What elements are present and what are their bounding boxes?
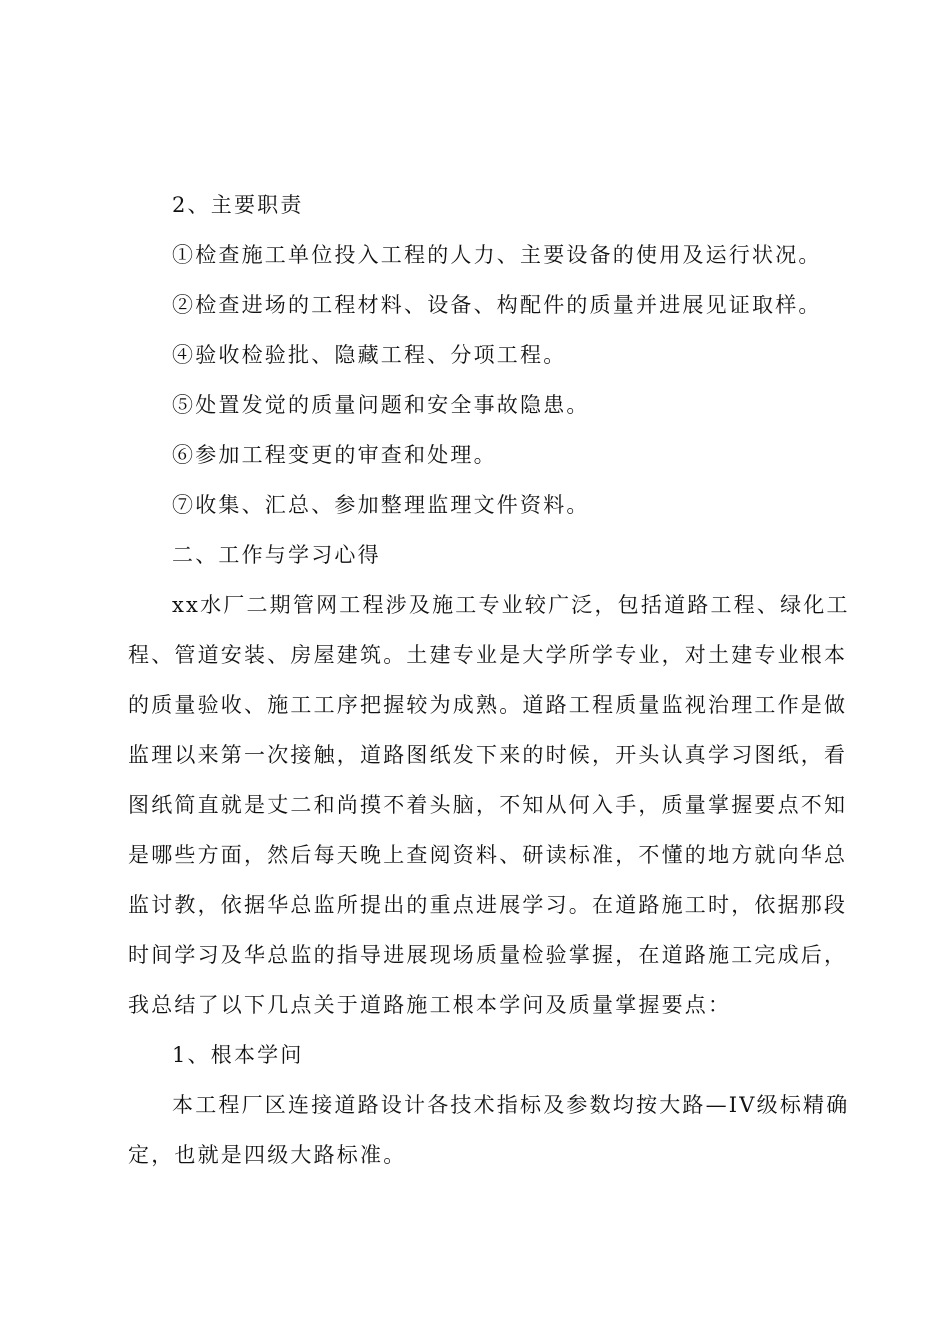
paragraph-work-experience [128, 580, 850, 1030]
duty-item-4: ④验收检验批、隐藏工程、分项工程。 [172, 343, 567, 367]
paragraph-line: 监理以来第一次接触，道路图纸发下来的时候，开头认真学习图纸，看 [128, 743, 848, 767]
paragraph-line: 时间学习及华总监的指导进展现场质量检验掌握，在道路施工完成后， [128, 943, 848, 967]
paragraph-line: 是哪些方面，然后每天晚上查阅资料、研读标准，不懂的地方就向华总 [128, 843, 848, 867]
paragraph-line: 的质量验收、施工工序把握较为成熟。道路工程质量监视治理工作是做 [128, 693, 848, 717]
section-heading-main-duties: 2、主要职责 [172, 193, 304, 217]
section-heading-basic-knowledge: 1、根本学问 [172, 1043, 304, 1067]
document-body [128, 180, 850, 1180]
paragraph-line: 监讨教，依据华总监所提出的重点进展学习。在道路施工时，依据那段 [128, 893, 848, 917]
paragraph-line: xx水厂二期管网工程涉及施工专业较广泛，包括道路工程、绿化工 [172, 593, 850, 617]
paragraph-line: 图纸简直就是丈二和尚摸不着头脑，不知从何入手，质量掌握要点不知 [128, 793, 848, 817]
paragraph-line: 我总结了以下几点关于道路施工根本学问及质量掌握要点： [128, 993, 732, 1017]
duty-item-5: ⑤处置发觉的质量问题和安全事故隐患。 [172, 393, 590, 417]
paragraph-line: 定，也就是四级大路标准。 [128, 1143, 407, 1167]
paragraph-road-standard [128, 1080, 850, 1180]
paragraph-line: 程、管道安装、房屋建筑。土建专业是大学所学专业，对土建专业根本 [128, 643, 848, 667]
duty-item-2: ②检查进场的工程材料、设备、构配件的质量并进展见证取样。 [172, 293, 822, 317]
duty-item-1: ①检查施工单位投入工程的人力、主要设备的使用及运行状况。 [172, 243, 822, 267]
paragraph-line: 本工程厂区连接道路设计各技术指标及参数均按大路—IV级标精确 [172, 1093, 850, 1117]
duty-item-6: ⑥参加工程变更的审查和处理。 [172, 443, 497, 467]
section-heading-work-study: 二、工作与学习心得 [172, 543, 381, 567]
duty-item-7: ⑦收集、汇总、参加整理监理文件资料。 [172, 493, 590, 517]
